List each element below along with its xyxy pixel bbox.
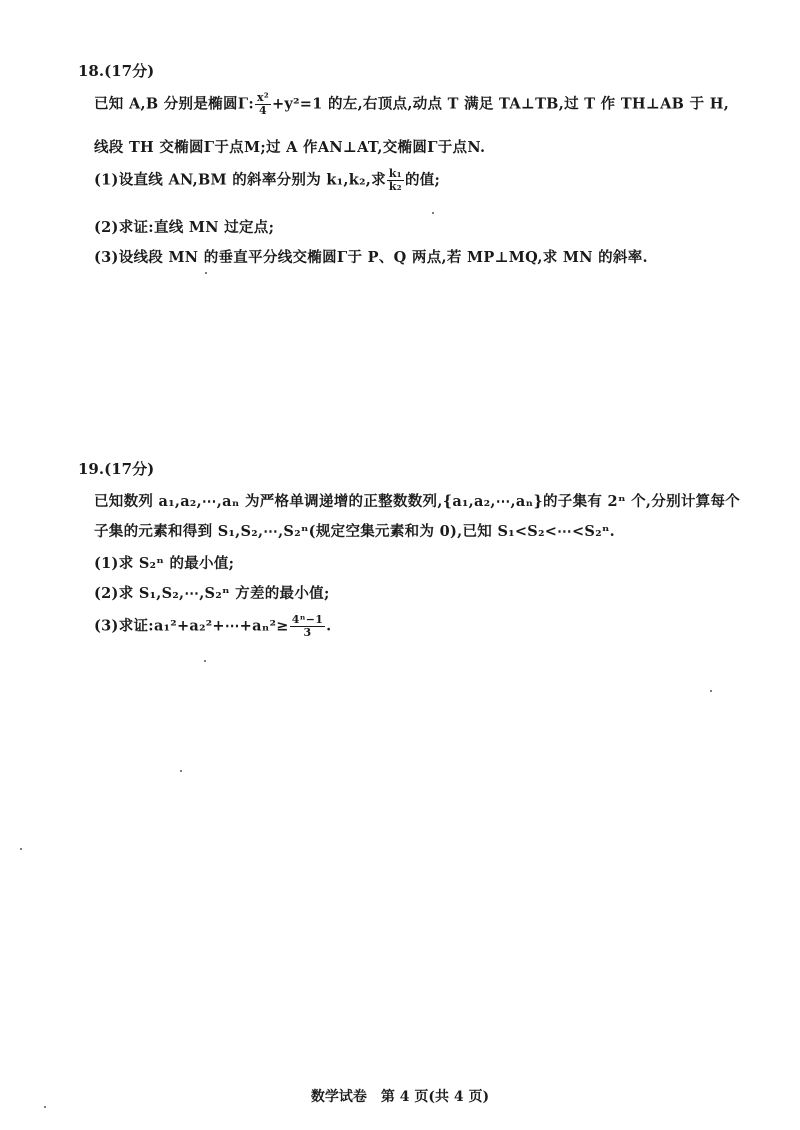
fraction-numerator: k₁ [388,167,402,180]
q18-part-2: (2)求证:直线 MN 过定点; [94,219,275,236]
q18-stem-text-b: +y²=1 的左,右顶点,动点 T 满足 TA⊥TB,过 T 作 TH⊥AB 于 H, [271,95,730,113]
q19-heading: 19.(17分) [78,460,155,478]
fraction-denominator: k₂ [388,180,402,193]
q19-part-3-text-b: . [326,617,332,635]
q19-part-3 [94,614,332,639]
q19-part-3-text-a: (3)求证:a₁²+a₂²+⋯+aₙ²≥ [94,617,289,635]
q19-stem-line-2: 子集的元素和得到 S₁,S₂,⋯,S₂ⁿ(规定空集元素和为 0),已知 S₁<S₂<⋯<S₂ⁿ. [94,523,616,540]
page-footer: 数学试卷 第 4 页(共 4 页) [310,1089,490,1105]
q18-stem-line-2: 线段 TH 交椭圆Γ于点M;过 A 作AN⊥AT,交椭圆Γ于点N. [94,139,486,156]
q18-heading: 18.(17分) [78,62,155,80]
scan-speck [710,690,712,692]
scan-speck [432,212,434,214]
scan-speck [205,272,207,274]
inequality-fraction [290,614,325,639]
q18-stem-line-1 [94,92,729,117]
fraction-denominator: 3 [303,626,312,639]
scan-speck [44,1106,46,1108]
slope-ratio-fraction [387,168,404,193]
q19-part-2: (2)求 S₁,S₂,⋯,S₂ⁿ 方差的最小值; [94,585,330,602]
q18-part-3: (3)设线段 MN 的垂直平分线交椭圆Γ于 P、Q 两点,若 MP⊥MQ,求 MN 的斜率. [94,249,648,266]
q19-part-1: (1)求 S₂ⁿ 的最小值; [94,555,235,572]
q18-part-1-text-a: (1)设直线 AN,BM 的斜率分别为 k₁,k₂,求 [94,171,386,189]
q19-stem-line-1: 已知数列 a₁,a₂,⋯,aₙ 为严格单调递增的正整数数列,{a₁,a₂,⋯,aₙ}的子集有 2ⁿ 个,分别计算每个 [94,493,741,510]
scan-speck [204,660,206,662]
ellipse-fraction [255,92,271,117]
fraction-numerator: x² [257,91,269,104]
fraction-numerator: 4ⁿ−1 [291,613,324,626]
q18-stem-text-a: 已知 A,B 分别是椭圆Γ: [94,95,254,113]
scan-speck [180,770,182,772]
fraction-denominator: 4 [259,104,267,117]
scan-speck [20,848,22,850]
q18-part-1 [94,168,440,193]
q18-part-1-text-b: 的值; [404,171,441,189]
